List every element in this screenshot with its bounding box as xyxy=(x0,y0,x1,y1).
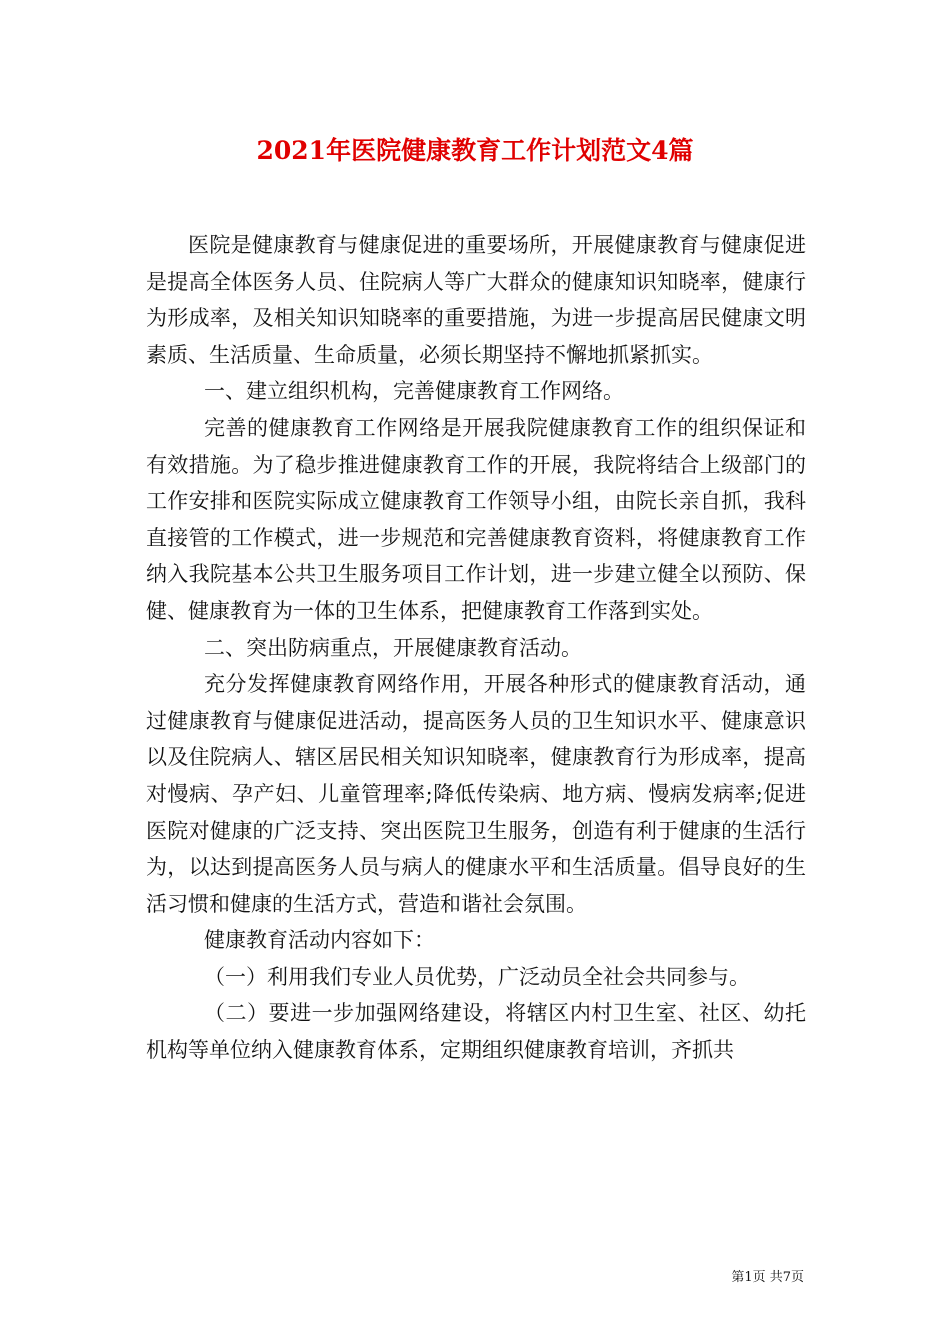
document-title: 2021年医院健康教育工作计划范文4篇 xyxy=(256,136,694,165)
document-body xyxy=(146,227,806,1068)
section-2-paragraph: 充分发挥健康教育网络作用，开展各种形式的健康教育活动，通过健康教育与健康促进活动，提高医务人员的卫生知识水平、健康意识以及住院病人、辖区居民相关知识知晓率，健康教育行为形成率，提高对慢病、孕产妇、儿童管理率;降低传染病、地方病、慢病发病率;促进医院对健康的广泛支持、突出医院卫生服务，创造有利于健康的生活行为，以达到提高医务人员与病人的健康水平和生活质量。倡导良好的生活习惯和健康的生活方式，营造和谐社会氛围。 xyxy=(146,672,806,916)
activity-item-1: （一）利用我们专业人员优势，广泛动员全社会共同参与。 xyxy=(204,964,750,989)
section-heading-2: 二、突出防病重点，开展健康教育活动。 xyxy=(204,635,582,660)
activities-intro: 健康教育活动内容如下： xyxy=(204,928,435,953)
section-1-paragraph: 完善的健康教育工作网络是开展我院健康教育工作的组织保证和有效措施。为了稳步推进健康教育工作的开展，我院将结合上级部门的工作安排和医院实际成立健康教育工作领导小组，由院长亲自抓，我科直接管的工作模式，进一步规范和完善健康教育资料，将健康教育工作纳入我院基本公共卫生服务项目工作计划，进一步建立健全以预防、保健、健康教育为一体的卫生体系，把健康教育工作落到实处。 xyxy=(146,415,806,623)
section-heading-1: 一、建立组织机构，完善健康教育工作网络。 xyxy=(204,379,624,404)
activity-item-2: （二）要进一步加强网络建设，将辖区内村卫生室、社区、幼托机构等单位纳入健康教育体系，定期组织健康教育培训，齐抓共 xyxy=(146,1001,806,1063)
intro-paragraph: 医院是健康教育与健康促进的重要场所，开展健康教育与健康促进是提高全体医务人员、住院病人等广大群众的健康知识知晓率，健康行为形成率，及相关知识知晓率的重要措施，为进一步提高居民健康文明素质、生活质量、生命质量，必须长期坚持不懈地抓紧抓实。 xyxy=(146,233,806,367)
page-number: 第1页 共7页 xyxy=(731,1270,804,1285)
